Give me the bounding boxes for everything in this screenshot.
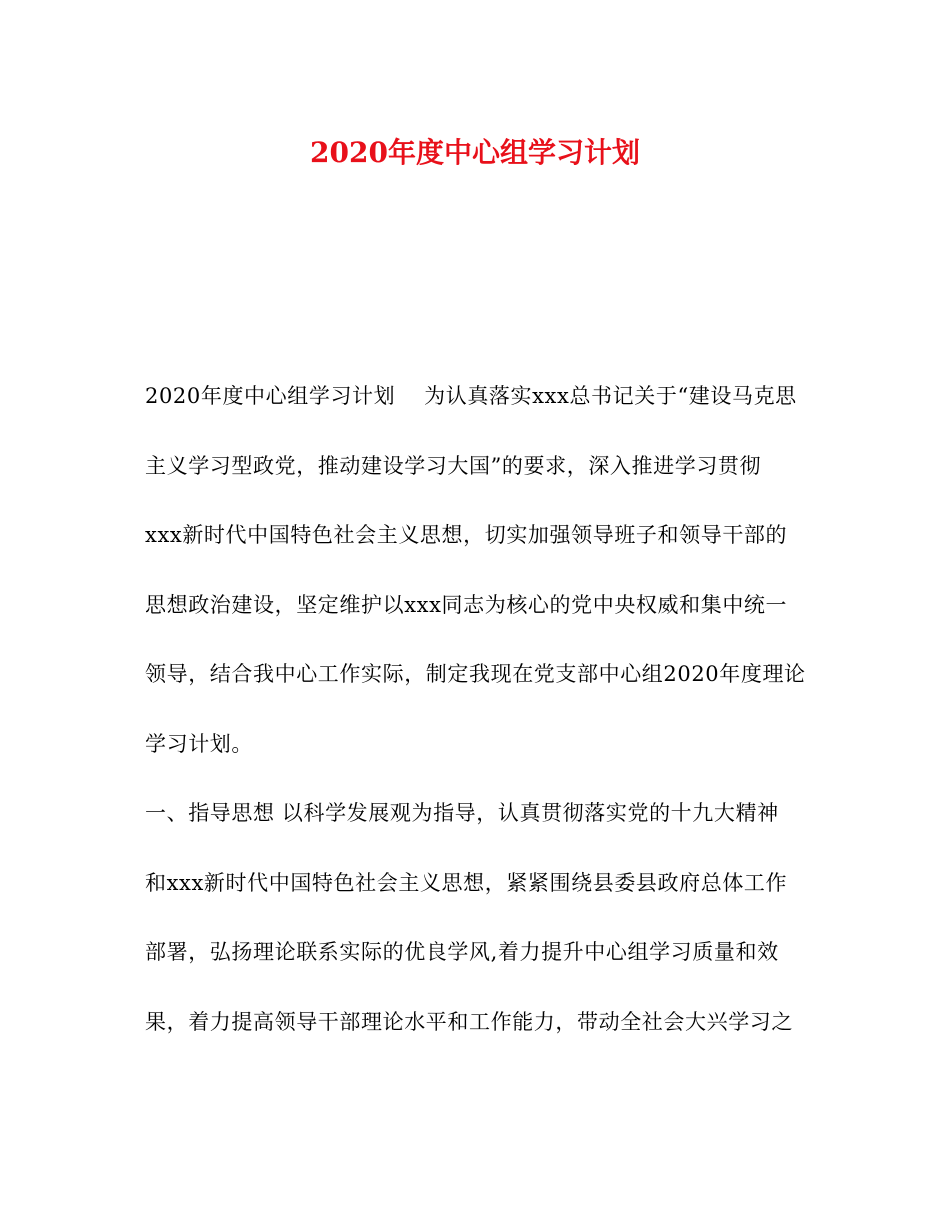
body-line: 和xxx新时代中国特色社会主义思想，紧紧围绕县委县政府总体工作 [145,870,788,895]
body-line: 领导，结合我中心工作实际，制定我现在党支部中心组2020年度理论 [145,662,806,686]
body-line: 果，着力提高领导干部理论水平和工作能力，带动全社会大兴学习之 [145,1009,793,1034]
document-title: 2020年度中心组学习计划 [310,136,640,169]
body-line: 学习计划。 [145,731,253,756]
document-body [145,362,815,1057]
body-line: xxx新时代中国特色社会主义思想，切实加强领导班子和领导干部的 [145,523,788,547]
body-line: 一、指导思想 以科学发展观为指导，认真贯彻落实党的十九大精神 [145,801,779,825]
body-line: 部署，弘扬理论联系实际的优良学风,着力提升中心组学习质量和效 [145,940,779,964]
body-line: 主义学习型政党，推动建设学习大国”的要求，深入推进学习贯彻 [145,453,762,478]
body-line: 2020年度中心组学习计划 为认真落实xxx总书记关于“建设马克思 [145,384,797,408]
body-line: 思想政治建设，坚定维护以xxx同志为核心的党中央权威和集中统一 [145,592,788,617]
